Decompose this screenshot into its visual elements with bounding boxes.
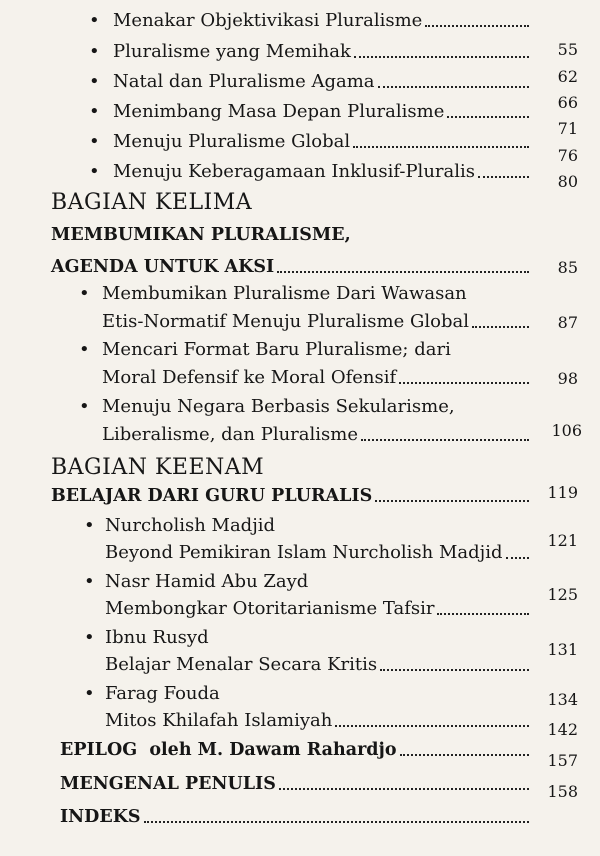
dot-leader (375, 496, 529, 502)
toc-entry-title: Beyond Pemikiran Islam Nurcholish Madjid (105, 542, 503, 563)
toc-entry-title: Mitos Khilafah Islamiyah (105, 710, 333, 731)
toc-entry-title: EPILOG oleh M. Dawam Rahardjo (60, 740, 397, 760)
toc-entry-title: Natal dan Pluralisme Agama (113, 71, 375, 92)
dot-leader (279, 784, 529, 790)
bullet: • (89, 10, 100, 31)
toc-entry (102, 311, 533, 333)
page-number: 125 (547, 585, 578, 604)
toc-entry-title: Nurcholish Madjid (105, 515, 276, 536)
page-number: 85 (557, 258, 578, 277)
dot-leader (335, 721, 529, 727)
bullet: • (84, 515, 95, 536)
toc-entry-title: Pluralisme yang Memihak (113, 41, 351, 62)
page-number: 142 (547, 720, 578, 739)
toc-entry (105, 710, 533, 732)
toc-entry (105, 598, 533, 620)
bullet: • (89, 101, 100, 122)
toc-entry-title: Membumikan Pluralisme Dari Wawasan (102, 283, 467, 304)
dot-leader (447, 112, 529, 118)
dot-leader (399, 378, 529, 384)
toc-entry-title: Menuju Negara Berbasis Sekularisme, (102, 396, 455, 417)
bullet: • (84, 627, 95, 648)
page-number: 87 (557, 313, 578, 332)
bullet: • (84, 571, 95, 592)
dot-leader (400, 750, 529, 756)
page-number: 55 (557, 40, 578, 59)
dot-leader (354, 52, 529, 58)
dot-leader (506, 553, 529, 559)
dot-leader (425, 21, 529, 27)
toc-entry-title: Nasr Hamid Abu Zayd (105, 571, 309, 592)
toc-entry-title: INDEKS (60, 807, 141, 827)
toc-entry-title: Etis-Normatif Menuju Pluralisme Global (102, 311, 469, 332)
toc-entry-title: Menakar Objektivikasi Pluralisme (113, 10, 423, 31)
page-number: 121 (547, 531, 578, 550)
dot-leader (361, 435, 529, 441)
toc-entry-title: Liberalisme, dan Pluralisme (102, 424, 358, 445)
page-number: 66 (557, 93, 578, 112)
toc-entry (51, 485, 533, 507)
toc-entry (113, 161, 533, 183)
toc-entry (113, 71, 533, 93)
page-number: 119 (547, 483, 578, 502)
toc-entry-title: MENGENAL PENULIS (60, 774, 276, 794)
toc-entry-title: Mencari Format Baru Pluralisme; dari (102, 339, 451, 360)
toc-entry-title: Farag Fouda (105, 683, 220, 704)
toc-entry (102, 424, 533, 446)
section-subtitle: BELAJAR DARI GURU PLURALIS (51, 486, 373, 506)
toc-entry (113, 41, 533, 63)
toc-entry-title: Moral Defensif ke Moral Ofensif (102, 367, 397, 388)
bullet: • (79, 396, 90, 417)
page-number: 71 (557, 119, 578, 138)
page-number: 158 (547, 782, 578, 801)
section-heading: BAGIAN KEENAM (51, 455, 265, 480)
toc-entry (60, 806, 533, 828)
dot-leader (380, 665, 529, 671)
page-number: 98 (557, 369, 578, 388)
dot-leader (378, 82, 529, 88)
toc-entry (102, 367, 533, 389)
page-number: 131 (547, 640, 578, 659)
toc-entry-title: Ibnu Rusyd (105, 627, 209, 648)
bullet: • (89, 41, 100, 62)
toc-entry (60, 773, 533, 795)
toc-entry (51, 256, 533, 278)
page-number: 80 (557, 172, 578, 191)
bullet: • (84, 683, 95, 704)
dot-leader (277, 267, 529, 273)
toc-entry (105, 654, 533, 676)
dot-leader (478, 172, 529, 178)
toc-entry (113, 101, 533, 123)
toc-entry-title: Belajar Menalar Secara Kritis (105, 654, 378, 675)
toc-entry (113, 10, 533, 32)
toc-entry (60, 739, 533, 761)
page-number: 106 (551, 421, 582, 440)
dot-leader (144, 817, 529, 823)
toc-entry (105, 542, 533, 564)
page-number: 62 (557, 67, 578, 86)
bullet: • (89, 71, 100, 92)
toc-entry-title: Menimbang Masa Depan Pluralisme (113, 101, 445, 122)
dot-leader (353, 142, 529, 148)
dot-leader (472, 322, 529, 328)
bullet: • (79, 283, 90, 304)
page-number: 157 (547, 751, 578, 770)
section-subtitle: MEMBUMIKAN PLURALISME, (51, 225, 351, 245)
page-number: 76 (557, 146, 578, 165)
section-heading: BAGIAN KELIMA (51, 190, 253, 215)
bullet: • (89, 131, 100, 152)
toc-entry-title: Menuju Pluralisme Global (113, 131, 351, 152)
section-subtitle: AGENDA UNTUK AKSI (51, 257, 275, 277)
page-number: 134 (547, 690, 578, 709)
toc-entry-title: Menuju Keberagamaan Inklusif-Pluralis (113, 161, 475, 182)
bullet: • (89, 161, 100, 182)
toc-entry (113, 131, 533, 153)
toc-entry-title: Membongkar Otoritarianisme Tafsir (105, 598, 435, 619)
bullet: • (79, 339, 90, 360)
dot-leader (437, 609, 529, 615)
